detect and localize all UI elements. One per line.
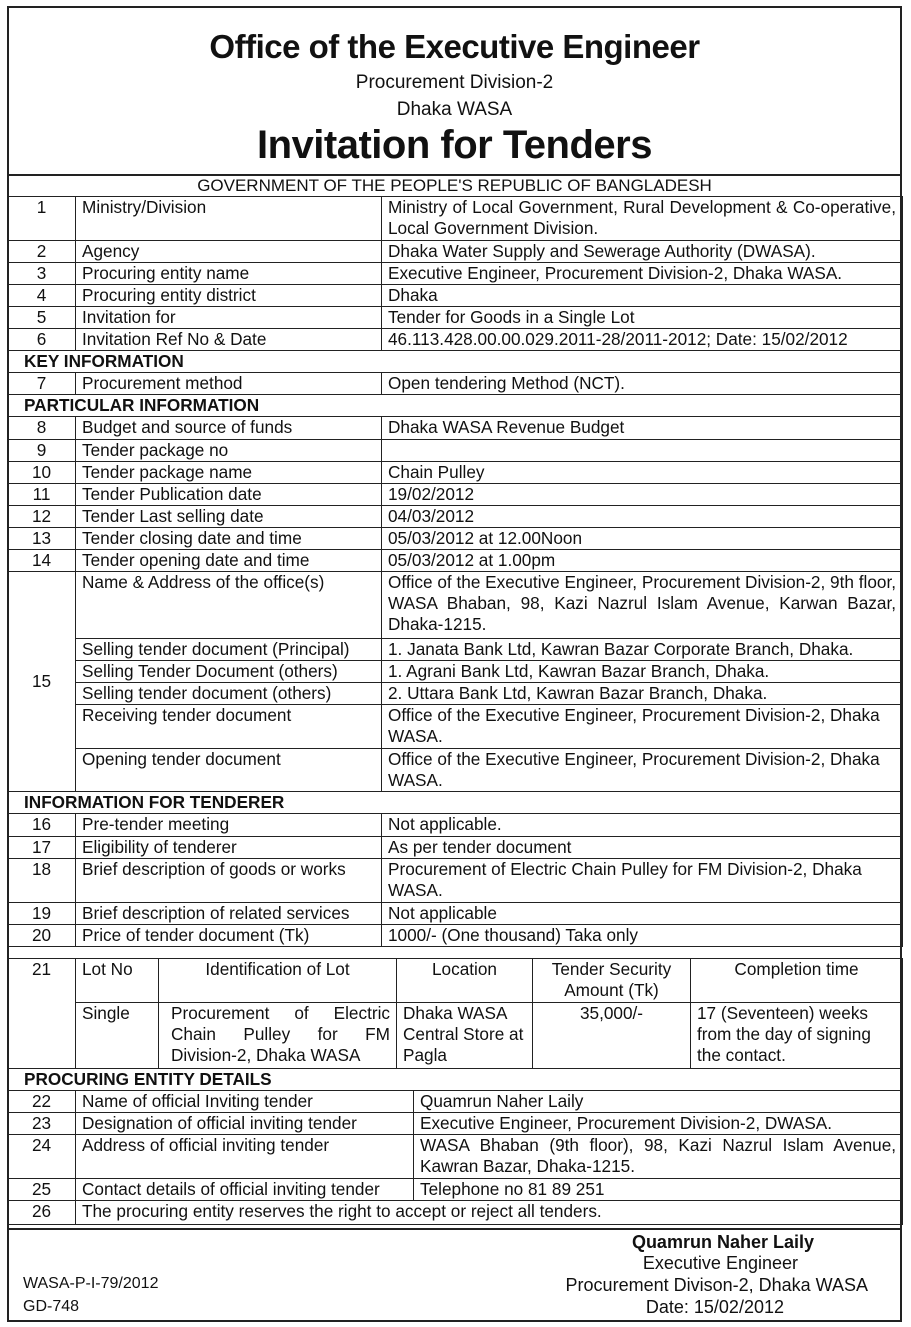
table-row [8, 1113, 903, 1135]
row-value: Dhaka [382, 285, 903, 307]
table-row [8, 814, 903, 837]
signatory-name: Quamrun Naher Laily [631, 1232, 814, 1252]
row-label: Price of tender document (Tk) [76, 925, 382, 947]
row-label: Tender closing date and time [76, 528, 382, 550]
table-row [8, 661, 903, 683]
row-value: 46.113.428.00.00.029.2011-28/2011-2012; Date: 15/02/2012 [382, 329, 903, 351]
row-value: Telephone no 81 89 251 [414, 1179, 903, 1201]
table-row [8, 1135, 903, 1179]
row-number: 25 [8, 1179, 76, 1201]
row-number: 14 [8, 550, 76, 572]
row-label: Invitation Ref No & Date [76, 329, 382, 351]
table-row [8, 859, 903, 903]
row-value: As per tender document [382, 837, 903, 859]
row-value: 1. Janata Bank Ltd, Kawran Bazar Corporate Branch, Dhaka. [382, 639, 903, 661]
row-value: 19/02/2012 [382, 484, 903, 506]
row-label: Address of official inviting tender [76, 1135, 414, 1179]
row-label: Tender opening date and time [76, 550, 382, 572]
division-name: Procurement Division-2 [355, 72, 554, 93]
row-label: Tender Publication date [76, 484, 382, 506]
table-row [8, 959, 903, 1003]
row-value: Not applicable [382, 903, 903, 925]
headline: Invitation for Tenders [257, 123, 652, 167]
row-number: 24 [8, 1135, 76, 1179]
row-label: Ministry/Division [76, 197, 382, 241]
row-number: 15 [8, 572, 76, 792]
row-label: Receiving tender document [76, 705, 382, 749]
row-value: Open tendering Method (NCT). [382, 373, 903, 395]
row-number: 22 [8, 1091, 76, 1113]
row-label: Selling Tender Document (others) [76, 661, 382, 683]
row-value: Office of the Executive Engineer, Procurement Division-2, Dhaka WASA. [382, 705, 903, 749]
table-row [8, 417, 903, 440]
table-row [8, 550, 903, 572]
row-value: Chain Pulley [382, 462, 903, 484]
government-banner: GOVERNMENT OF THE PEOPLE'S REPUBLIC OF BANGLADESH [7, 174, 902, 196]
row-value: Office of the Executive Engineer, Procurement Division-2, 9th floor, WASA Bhaban, 98, Kazi Nazrul Islam Avenue, Karwan Bazar, Dhaka-1215. [382, 572, 903, 639]
row-value: Executive Engineer, Procurement Division-2, Dhaka WASA. [382, 263, 903, 285]
table-row [8, 837, 903, 859]
signature-block [7, 1228, 902, 1322]
row-label: Name & Address of the office(s) [76, 572, 382, 639]
signature-date: Date: 15/02/2012 [645, 1297, 784, 1317]
row-number: 5 [8, 307, 76, 329]
table-row [8, 285, 903, 307]
gd-number: GD-748 [23, 1298, 80, 1315]
row-label: Invitation for [76, 307, 382, 329]
row-number: 13 [8, 528, 76, 550]
table-row [8, 1091, 903, 1113]
column-header: Identification of Lot [159, 959, 397, 1003]
table-row [8, 484, 903, 506]
row-value: Ministry of Local Government, Rural Development & Co-operative, Local Government Division. [382, 197, 903, 241]
section-heading: PROCURING ENTITY DETAILS [8, 1069, 903, 1091]
column-header: Lot No [76, 959, 159, 1003]
tender-info-table [7, 196, 903, 947]
procuring-entity-table [7, 1068, 903, 1225]
row-value: Executive Engineer, Procurement Division-2, DWASA. [414, 1113, 903, 1135]
row-label: Procurement method [76, 373, 382, 395]
table-row [8, 506, 903, 528]
row-number: 21 [8, 959, 76, 1069]
row-label: Opening tender document [76, 749, 382, 792]
notice-header [7, 6, 902, 174]
section-heading-row [8, 351, 903, 373]
column-header: Location [397, 959, 533, 1003]
row-number: 26 [8, 1201, 76, 1225]
table-row [8, 440, 903, 462]
row-value: 1. Agrani Bank Ltd, Kawran Bazar Branch, Dhaka. [382, 661, 903, 683]
row-label: Name of official Inviting tender [76, 1091, 414, 1113]
row-label: Procuring entity district [76, 285, 382, 307]
section-heading: KEY INFORMATION [8, 351, 903, 373]
row-number: 3 [8, 263, 76, 285]
row-number: 10 [8, 462, 76, 484]
table-row [8, 462, 903, 484]
reference-number: WASA-P-I-79/2012 [23, 1275, 159, 1292]
row-label: Selling tender document (Principal) [76, 639, 382, 661]
column-header: Tender Security Amount (Tk) [533, 959, 691, 1003]
lot-table [7, 958, 903, 1069]
row-value: Tender for Goods in a Single Lot [382, 307, 903, 329]
table-row [8, 528, 903, 550]
table-row [8, 683, 903, 705]
lot-identification: Procurement of Electric Chain Pulley for FM Division-2, Dhaka WASA [159, 1003, 397, 1069]
row-number: 12 [8, 506, 76, 528]
row-number: 9 [8, 440, 76, 462]
row-label: Tender package name [76, 462, 382, 484]
row-label: Selling tender document (others) [76, 683, 382, 705]
row-value: WASA Bhaban (9th floor), 98, Kazi Nazrul Islam Avenue, Kawran Bazar, Dhaka-1215. [414, 1135, 903, 1179]
table-row [8, 329, 903, 351]
row-number: 18 [8, 859, 76, 903]
lot-security: 35,000/- [533, 1003, 691, 1069]
row-label: Tender package no [76, 440, 382, 462]
table-row [8, 572, 903, 639]
row-label: Agency [76, 241, 382, 263]
office-title: Office of the Executive Engineer [209, 28, 700, 65]
section-heading: PARTICULAR INFORMATION [8, 395, 903, 417]
section-heading: INFORMATION FOR TENDERER [8, 792, 903, 814]
row-label: Procuring entity name [76, 263, 382, 285]
row-value: 1000/- (One thousand) Taka only [382, 925, 903, 947]
section-heading-row [8, 1069, 903, 1091]
table-row [8, 705, 903, 749]
table-row [8, 903, 903, 925]
table-row [8, 373, 903, 395]
table-row [8, 197, 903, 241]
row-value: 05/03/2012 at 1.00pm [382, 550, 903, 572]
row-number: 20 [8, 925, 76, 947]
row-number: 4 [8, 285, 76, 307]
section-heading-row [8, 395, 903, 417]
row-value: Dhaka Water Supply and Sewerage Authority (DWASA). [382, 241, 903, 263]
table-row [8, 639, 903, 661]
signatory-division: Procurement Divison-2, Dhaka WASA [565, 1275, 868, 1295]
row-label: Budget and source of funds [76, 417, 382, 440]
signatory-designation: Executive Engineer [642, 1253, 798, 1273]
table-row [8, 1179, 903, 1201]
row-label: Eligibility of tenderer [76, 837, 382, 859]
row-number: 16 [8, 814, 76, 837]
row-value: The procuring entity reserves the right to accept or reject all tenders. [76, 1201, 903, 1225]
row-value: Quamrun Naher Laily [414, 1091, 903, 1113]
table-row [8, 749, 903, 792]
lot-location: Dhaka WASA Central Store at Pagla [397, 1003, 533, 1069]
table-row [8, 263, 903, 285]
row-number: 8 [8, 417, 76, 440]
row-number: 2 [8, 241, 76, 263]
table-row [8, 1003, 903, 1069]
row-number: 23 [8, 1113, 76, 1135]
row-value: Dhaka WASA Revenue Budget [382, 417, 903, 440]
row-label: Pre-tender meeting [76, 814, 382, 837]
row-number: 11 [8, 484, 76, 506]
row-value: 04/03/2012 [382, 506, 903, 528]
row-number: 1 [8, 197, 76, 241]
row-number: 19 [8, 903, 76, 925]
row-number: 17 [8, 837, 76, 859]
row-number: 6 [8, 329, 76, 351]
table-row [8, 307, 903, 329]
row-label: Brief description of goods or works [76, 859, 382, 903]
row-value: Procurement of Electric Chain Pulley for FM Division-2, Dhaka WASA. [382, 859, 903, 903]
row-value: Not applicable. [382, 814, 903, 837]
row-value [382, 440, 903, 462]
row-label: Contact details of official inviting tender [76, 1179, 414, 1201]
lot-completion: 17 (Seventeen) weeks from the day of signing the contact. [691, 1003, 903, 1069]
table-row [8, 1201, 903, 1225]
lot-number: Single [76, 1003, 159, 1069]
row-label: Tender Last selling date [76, 506, 382, 528]
organization-name: Dhaka WASA [396, 99, 513, 120]
row-label: Designation of official inviting tender [76, 1113, 414, 1135]
table-row [8, 241, 903, 263]
row-label: Brief description of related services [76, 903, 382, 925]
table-row [8, 925, 903, 947]
column-header: Completion time [691, 959, 903, 1003]
row-number: 7 [8, 373, 76, 395]
row-value: 05/03/2012 at 12.00Noon [382, 528, 903, 550]
row-value: Office of the Executive Engineer, Procurement Division-2, Dhaka WASA. [382, 749, 903, 792]
section-heading-row [8, 792, 903, 814]
row-value: 2. Uttara Bank Ltd, Kawran Bazar Branch, Dhaka. [382, 683, 903, 705]
